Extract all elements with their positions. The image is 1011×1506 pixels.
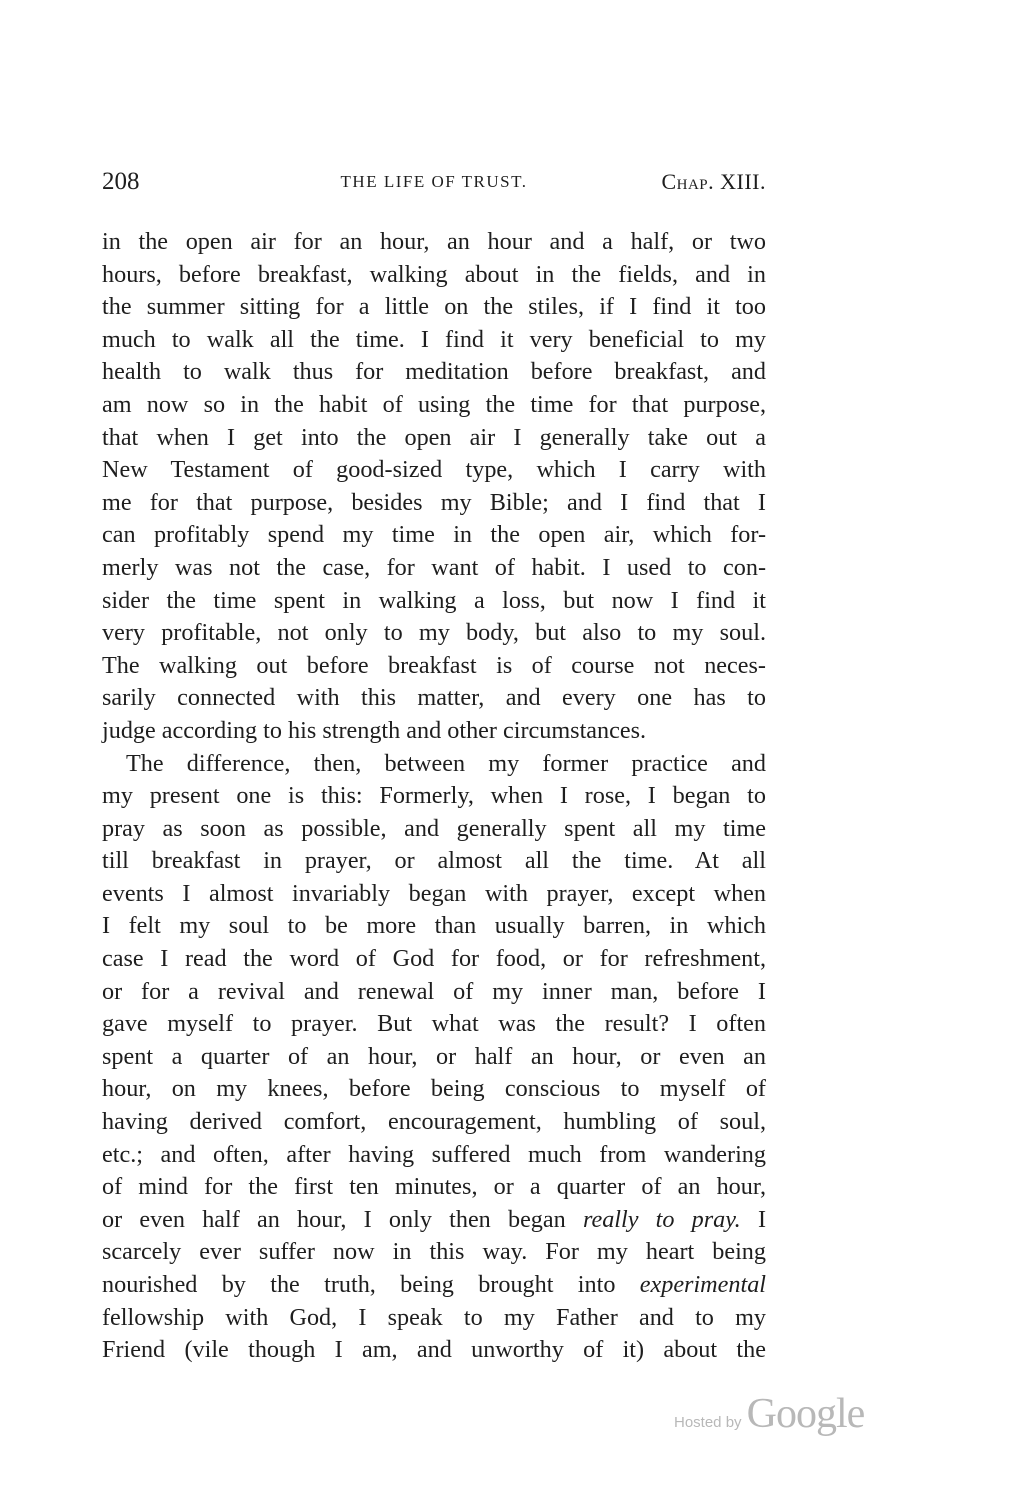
- watermark-prefix: Hosted by: [674, 1414, 742, 1431]
- text-line: health to walk thus for meditation before breakfast, and: [102, 358, 766, 386]
- text-segment: or even half an hour, I only then began: [102, 1205, 566, 1233]
- text-line: of mind for the first ten minutes, or a quarter of an hour,: [102, 1173, 766, 1201]
- text-line: in the open air for an hour, an hour and a half, or two: [102, 228, 766, 255]
- text-line: spent a quarter of an hour, or half an hour, or even an: [102, 1042, 766, 1070]
- text-line: case I read the word of God for food, or for refreshment,: [102, 945, 766, 973]
- text-line: The walking out before breakfast is of course not neces-: [102, 651, 766, 679]
- text-line: I felt my soul to be more than usually barren, in which: [102, 912, 766, 940]
- text-line: judge according to his strength and other circumstances.: [102, 716, 647, 744]
- text-line: New Testament of good-sized type, which I carry with: [102, 456, 766, 484]
- text-line: or for a revival and renewal of my inner man, before I: [102, 977, 766, 1005]
- text-line: pray as soon as possible, and generally spent all my time: [102, 814, 766, 842]
- text-segment: nourished by the truth, being brought into: [102, 1271, 616, 1298]
- text-line: hours, before breakfast, walking about in the fields, and in: [102, 260, 766, 288]
- google-logo: Google: [746, 1391, 865, 1437]
- text-line: am now so in the habit of using the time for that purpose,: [102, 390, 766, 418]
- text-line: gave myself to prayer. But what was the result? I often: [102, 1010, 766, 1038]
- text-line: scarcely ever suffer now in this way. For my heart being: [102, 1238, 766, 1266]
- text-line: me for that purpose, besides my Bible; and I find that I: [102, 488, 766, 516]
- italic-word: experimental: [639, 1271, 767, 1298]
- text-line: having derived comfort, encouragement, humbling of soul,: [102, 1108, 766, 1136]
- google-watermark: [674, 1390, 864, 1440]
- body-text: [102, 226, 766, 1367]
- text-line: the summer sitting for a little on the stiles, if I find it too: [102, 293, 766, 321]
- text-line-mixed: [102, 1204, 766, 1237]
- text-line: Friend (vile though I am, and unworthy of it) about the: [102, 1336, 766, 1364]
- chapter-label: Chap. XIII.: [661, 169, 766, 194]
- text-line: till breakfast in prayer, or almost all the time. At all: [102, 847, 766, 875]
- text-line: my present one is this: Formerly, when I rose, I began to: [102, 782, 766, 810]
- italic-phrase: really to pray.: [582, 1205, 741, 1233]
- running-head: [102, 168, 766, 202]
- text-line: etc.; and often, after having suffered much from wandering: [102, 1140, 766, 1168]
- text-line: sider the time spent in walking a loss, but now I find it: [102, 586, 766, 614]
- text-line: The difference, then, between my former practice and: [126, 749, 766, 777]
- page-number: 208: [102, 168, 140, 195]
- text-line: much to walk all the time. I find it very beneficial to my: [102, 325, 766, 353]
- text-segment: I: [757, 1205, 766, 1233]
- text-line: hour, on my knees, before being conscious to myself of: [102, 1075, 766, 1103]
- text-line: events I almost invariably began with prayer, except when: [102, 879, 766, 907]
- text-line: sarily connected with this matter, and every one has to: [102, 684, 766, 712]
- running-title: THE LIFE OF TRUST.: [340, 172, 528, 191]
- text-line: that when I get into the open air I generally take out a: [102, 423, 766, 451]
- text-line: very profitable, not only to my body, but also to my soul.: [102, 619, 766, 647]
- text-line-mixed: [102, 1269, 766, 1302]
- text-line: merly was not the case, for want of habit. I used to con-: [102, 553, 766, 581]
- text-line: can profitably spend my time in the open air, which for-: [102, 521, 766, 549]
- text-line: fellowship with God, I speak to my Father and to my: [102, 1303, 766, 1331]
